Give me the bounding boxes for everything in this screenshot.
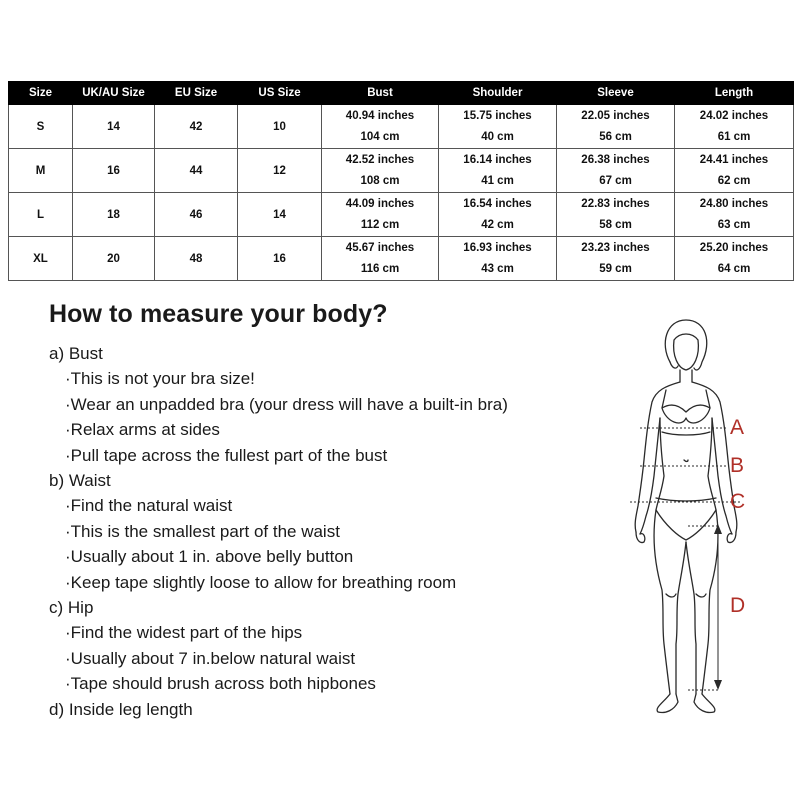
shoulder-inches: 16.14 inches: [463, 154, 532, 166]
uk-size-cell: 16: [73, 149, 155, 193]
us-size-cell: 14: [238, 193, 322, 237]
header-shoulder: Shoulder: [439, 82, 557, 105]
shoulder-cell: [439, 193, 557, 237]
sleeve-cell: [557, 105, 675, 149]
length-inches: 24.80 inches: [699, 198, 769, 210]
header-eu-size: EU Size: [155, 82, 238, 105]
section-heading-hip: c) Hip: [49, 598, 94, 618]
sleeve-inches: 22.05 inches: [581, 110, 650, 122]
table-row: [9, 237, 794, 281]
section-heading-bust: a) Bust: [49, 344, 103, 363]
sleeve-inches: 23.23 inches: [581, 242, 650, 254]
list-item: ·Wear an unpadded bra (your dress will have a built-in bra): [65, 394, 508, 414]
arrow-up-icon: [714, 524, 722, 534]
bust-inches: 44.09 inches: [345, 198, 415, 210]
length-inches: 25.20 inches: [699, 242, 769, 254]
bust-cell: [322, 237, 439, 281]
header-length: Length: [675, 82, 794, 105]
size-cell: L: [9, 193, 73, 237]
shoulder-cm: 43 cm: [481, 263, 514, 275]
length-inches: 24.41 inches: [699, 154, 769, 166]
length-cell: [675, 193, 794, 237]
size-chart-table: [8, 81, 794, 281]
size-chart-header-row: [9, 82, 794, 105]
list-item: ·Keep tape slightly loose to allow for breathing room: [65, 572, 457, 592]
us-size-cell: 12: [238, 149, 322, 193]
sleeve-cm: 67 cm: [599, 175, 632, 187]
marker-b: B: [730, 454, 745, 477]
us-size-cell: 16: [238, 237, 322, 281]
list-item: ·Pull tape across the fullest part of the bust: [65, 445, 388, 465]
shoulder-cm: 42 cm: [481, 219, 514, 231]
header-size: Size: [9, 82, 73, 105]
bust-inches: 40.94 inches: [345, 110, 415, 122]
section-heading-waist: b) Waist: [49, 471, 111, 491]
body-outline: [635, 320, 737, 713]
bust-cell: [322, 149, 439, 193]
shoulder-cell: [439, 237, 557, 281]
size-cell: M: [9, 149, 73, 193]
arrow-down-icon: [714, 680, 722, 690]
list-item: ·Usually about 7 in.below natural waist: [65, 648, 356, 668]
eu-size-cell: 42: [155, 105, 238, 149]
sleeve-cell: [557, 237, 675, 281]
size-cell: XL: [9, 237, 73, 281]
length-inches: 24.02 inches: [699, 110, 769, 122]
size-cell: S: [9, 105, 73, 149]
eu-size-cell: 48: [155, 237, 238, 281]
length-cm: 63 cm: [717, 219, 751, 231]
sleeve-cm: 59 cm: [599, 263, 632, 275]
header-bust: Bust: [322, 82, 439, 105]
us-size-cell: 10: [238, 105, 322, 149]
header-uk-au-size: UK/AU Size: [73, 82, 155, 105]
header-us-size: US Size: [238, 82, 322, 105]
table-row: [9, 193, 794, 237]
header-sleeve: Sleeve: [557, 82, 675, 105]
uk-size-cell: 20: [73, 237, 155, 281]
table-row: [9, 105, 794, 149]
length-cell: [675, 149, 794, 193]
shoulder-inches: 15.75 inches: [463, 110, 532, 122]
section-heading-inside-leg: d) Inside leg length: [49, 699, 193, 719]
length-cell: [675, 105, 794, 149]
marker-d: D: [730, 594, 746, 617]
bust-cell: [322, 105, 439, 149]
sleeve-cell: [557, 193, 675, 237]
list-item: ·Usually about 1 in. above belly button: [65, 547, 354, 567]
sleeve-inches: 26.38 inches: [581, 154, 650, 166]
marker-c: C: [730, 490, 746, 513]
body-figure-drawing: [600, 310, 770, 720]
length-cm: 61 cm: [717, 131, 751, 143]
shoulder-cell: [439, 105, 557, 149]
list-item: ·This is not your bra size!: [65, 369, 255, 389]
shoulder-cm: 41 cm: [481, 175, 514, 187]
marker-a: A: [730, 416, 745, 439]
uk-size-cell: 18: [73, 193, 155, 237]
bust-cm: 104 cm: [360, 131, 400, 143]
eu-size-cell: 44: [155, 149, 238, 193]
uk-size-cell: 14: [73, 105, 155, 149]
sleeve-cell: [557, 149, 675, 193]
sleeve-inches: 22.83 inches: [581, 198, 650, 210]
list-item: ·Tape should brush across both hipbones: [65, 674, 376, 694]
list-item: ·Find the natural waist: [65, 496, 233, 516]
list-item: ·Find the widest part of the hips: [65, 623, 303, 643]
measurement-guides: [630, 428, 740, 690]
bust-cm: 112 cm: [360, 219, 400, 231]
list-item: ·Relax arms at sides: [65, 420, 220, 440]
eu-size-cell: 46: [155, 193, 238, 237]
list-item: ·This is the smallest part of the waist: [65, 521, 340, 541]
bust-inches: 45.67 inches: [345, 242, 415, 254]
length-cm: 64 cm: [717, 263, 751, 275]
length-cm: 62 cm: [717, 175, 751, 187]
sleeve-cm: 56 cm: [599, 131, 632, 143]
sleeve-cm: 58 cm: [599, 219, 632, 231]
shoulder-cm: 40 cm: [481, 131, 514, 143]
shoulder-cell: [439, 149, 557, 193]
guide-title: How to measure your body?: [49, 300, 388, 328]
bust-cell: [322, 193, 439, 237]
bust-inches: 42.52 inches: [345, 154, 415, 166]
bust-cm: 116 cm: [360, 263, 400, 275]
shoulder-inches: 16.93 inches: [463, 242, 532, 254]
measure-guide: [49, 341, 609, 722]
length-cell: [675, 237, 794, 281]
shoulder-inches: 16.54 inches: [463, 198, 532, 210]
body-measurement-figure: [600, 310, 770, 720]
bust-cm: 108 cm: [360, 175, 400, 187]
table-row: [9, 149, 794, 193]
